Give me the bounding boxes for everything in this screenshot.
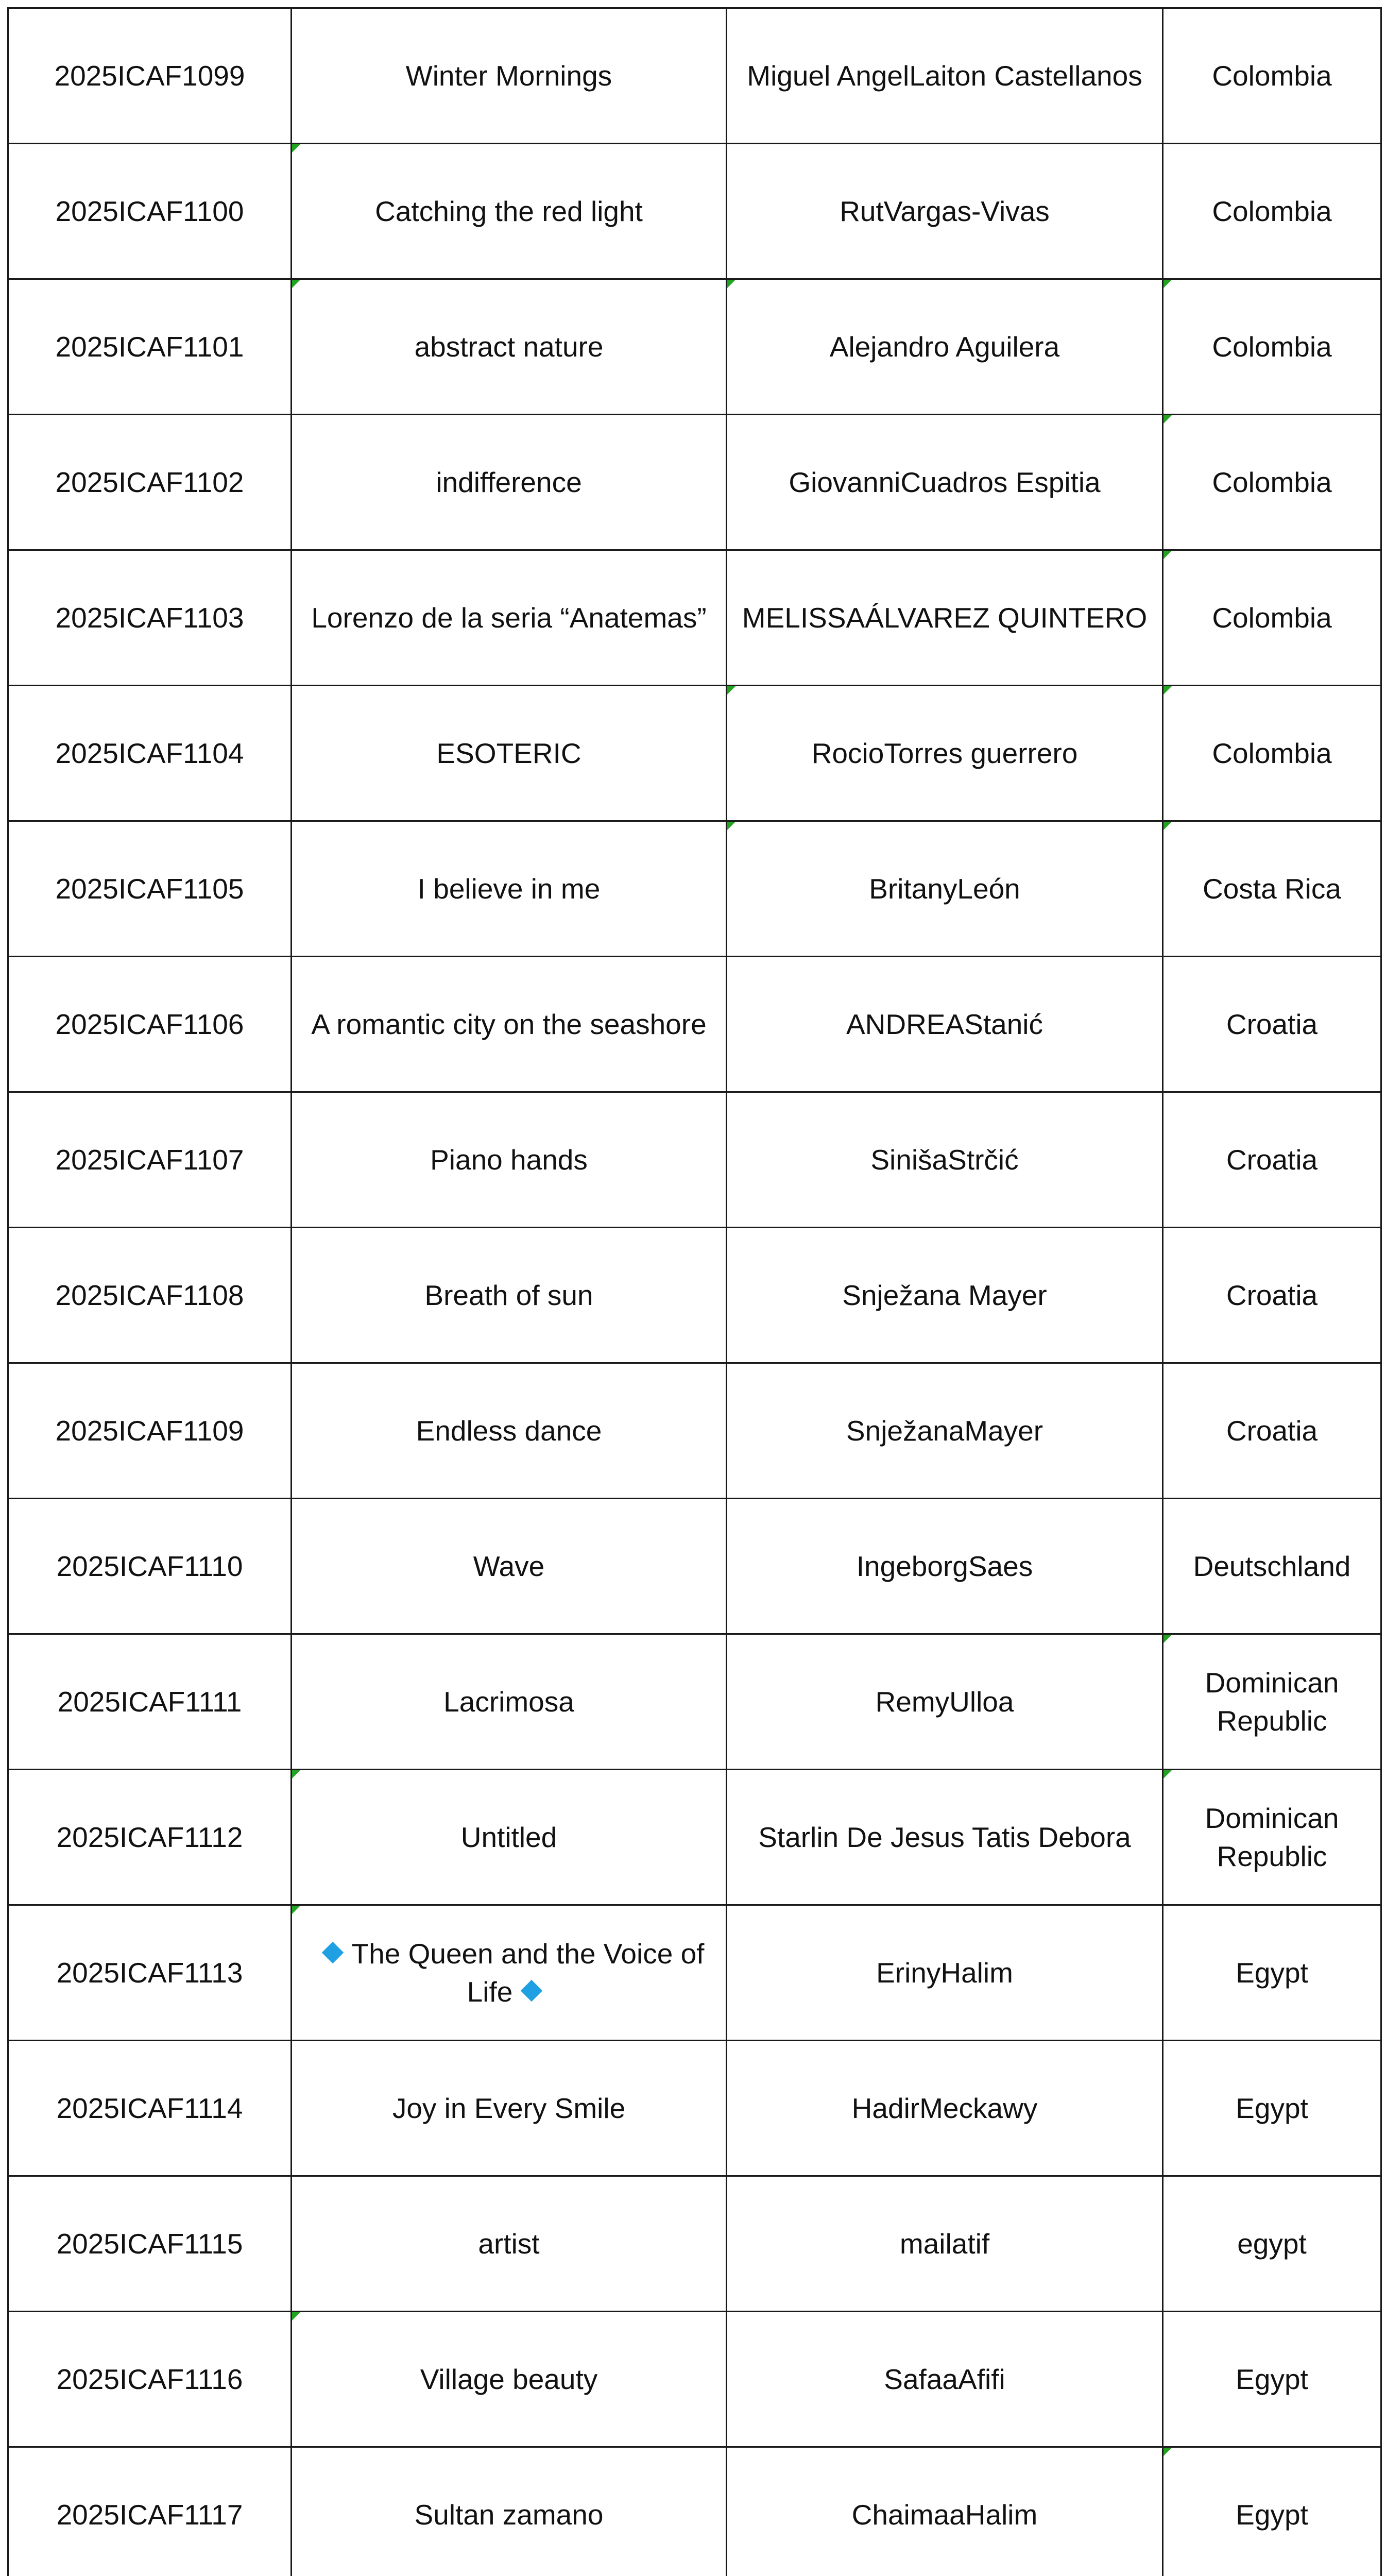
entry-id-cell: 2025ICAF1113 [8,1905,292,2041]
entry-id-cell: 2025ICAF1100 [8,144,292,279]
artwork-title-cell: Piano hands [292,1092,727,1228]
artist-name-cell: RemyUlloa [727,1634,1163,1770]
country-cell: Dominican Republic [1163,1770,1381,1905]
country-cell: Croatia [1163,1363,1381,1499]
country-cell: Croatia [1163,957,1381,1092]
entry-id-cell: 2025ICAF1101 [8,279,292,415]
entry-id-cell: 2025ICAF1109 [8,1363,292,1499]
entry-id-cell: 2025ICAF1104 [8,686,292,821]
country-cell: egypt [1163,2176,1381,2312]
entry-id-cell: 2025ICAF1116 [8,2312,292,2447]
artist-name-cell: HadirMeckawy [727,2041,1163,2176]
entry-id-cell: 2025ICAF1102 [8,415,292,550]
artist-name-cell: ErinyHalim [727,1905,1163,2041]
artwork-title-cell: Wave [292,1499,727,1634]
country-cell: Egypt [1163,1905,1381,2041]
artist-name-cell: SnježanaMayer [727,1363,1163,1499]
country-cell: Deutschland [1163,1499,1381,1634]
country-cell: Dominican Republic [1163,1634,1381,1770]
country-cell: Colombia [1163,279,1381,415]
artwork-title-text: The Queen and the Voice of Life [351,1938,705,2008]
artwork-title-cell [292,1905,727,2041]
country-cell: Croatia [1163,1092,1381,1228]
entry-id-cell: 2025ICAF1112 [8,1770,292,1905]
country-cell: Egypt [1163,2041,1381,2176]
diamond-bullet-icon [321,1942,343,1963]
artist-name-cell: Starlin De Jesus Tatis Debora [727,1770,1163,1905]
table-row [8,2041,1381,2176]
artwork-title-cell: artist [292,2176,727,2312]
artist-name-cell: Alejandro Aguilera [727,279,1163,415]
artist-name-cell: mailatif [727,2176,1163,2312]
table-row [8,550,1381,686]
artist-name-cell: ANDREAStanić [727,957,1163,1092]
country-cell: Croatia [1163,1228,1381,1363]
table-row [8,821,1381,957]
entry-id-cell: 2025ICAF1114 [8,2041,292,2176]
entries-table [7,7,1382,2576]
artwork-title-cell: indifference [292,415,727,550]
table-row [8,1770,1381,1905]
entry-id-cell: 2025ICAF1103 [8,550,292,686]
artist-name-cell: RutVargas-Vivas [727,144,1163,279]
table-row [8,144,1381,279]
artwork-title-cell: Endless dance [292,1363,727,1499]
artwork-title-cell: A romantic city on the seashore [292,957,727,1092]
artist-name-cell: RocioTorres guerrero [727,686,1163,821]
artist-name-cell: BritanyLeón [727,821,1163,957]
entry-id-cell: 2025ICAF1117 [8,2447,292,2576]
table-row [8,2176,1381,2312]
entry-id-cell: 2025ICAF1108 [8,1228,292,1363]
table-row [8,957,1381,1092]
artwork-title-cell: Joy in Every Smile [292,2041,727,2176]
country-cell: Colombia [1163,686,1381,821]
entry-id-cell: 2025ICAF1099 [8,8,292,144]
table-row [8,8,1381,144]
country-cell: Colombia [1163,415,1381,550]
table-row [8,1363,1381,1499]
artwork-title-cell: I believe in me [292,821,727,957]
artist-name-cell: IngeborgSaes [727,1499,1163,1634]
artwork-title-cell: Winter Mornings [292,8,727,144]
artwork-title-cell: Village beauty [292,2312,727,2447]
artist-name-cell: Miguel AngelLaiton Castellanos [727,8,1163,144]
diamond-bullet-icon [521,1980,542,2002]
artist-name-cell: GiovanniCuadros Espitia [727,415,1163,550]
country-cell: Colombia [1163,550,1381,686]
artwork-title-cell: Untitled [292,1770,727,1905]
country-cell: Colombia [1163,8,1381,144]
entry-id-cell: 2025ICAF1106 [8,957,292,1092]
artwork-title-cell: Lorenzo de la seria “Anatemas” [292,550,727,686]
artwork-title-cell: Lacrimosa [292,1634,727,1770]
country-cell: Colombia [1163,144,1381,279]
table-row [8,2312,1381,2447]
artist-name-cell: Snježana Mayer [727,1228,1163,1363]
table-row [8,1228,1381,1363]
entry-id-cell: 2025ICAF1110 [8,1499,292,1634]
table-row [8,1905,1381,2041]
entry-id-cell: 2025ICAF1107 [8,1092,292,1228]
table-row [8,279,1381,415]
entry-id-cell: 2025ICAF1115 [8,2176,292,2312]
artist-name-cell: SafaaAfifi [727,2312,1163,2447]
table-row [8,2447,1381,2576]
table-row [8,1499,1381,1634]
entry-id-cell: 2025ICAF1111 [8,1634,292,1770]
artist-name-cell: SinišaStrčić [727,1092,1163,1228]
artwork-title-cell: abstract nature [292,279,727,415]
artist-name-cell: MELISSAÁLVAREZ QUINTERO [727,550,1163,686]
artist-name-cell: ChaimaaHalim [727,2447,1163,2576]
table-row [8,415,1381,550]
artwork-title-cell: Catching the red light [292,144,727,279]
table-row [8,1634,1381,1770]
table-row [8,686,1381,821]
country-cell: Costa Rica [1163,821,1381,957]
country-cell: Egypt [1163,2447,1381,2576]
artwork-title-cell: Breath of sun [292,1228,727,1363]
artwork-title-cell: ESOTERIC [292,686,727,821]
entry-id-cell: 2025ICAF1105 [8,821,292,957]
table-row [8,1092,1381,1228]
country-cell: Egypt [1163,2312,1381,2447]
artwork-title-cell: Sultan zamano [292,2447,727,2576]
